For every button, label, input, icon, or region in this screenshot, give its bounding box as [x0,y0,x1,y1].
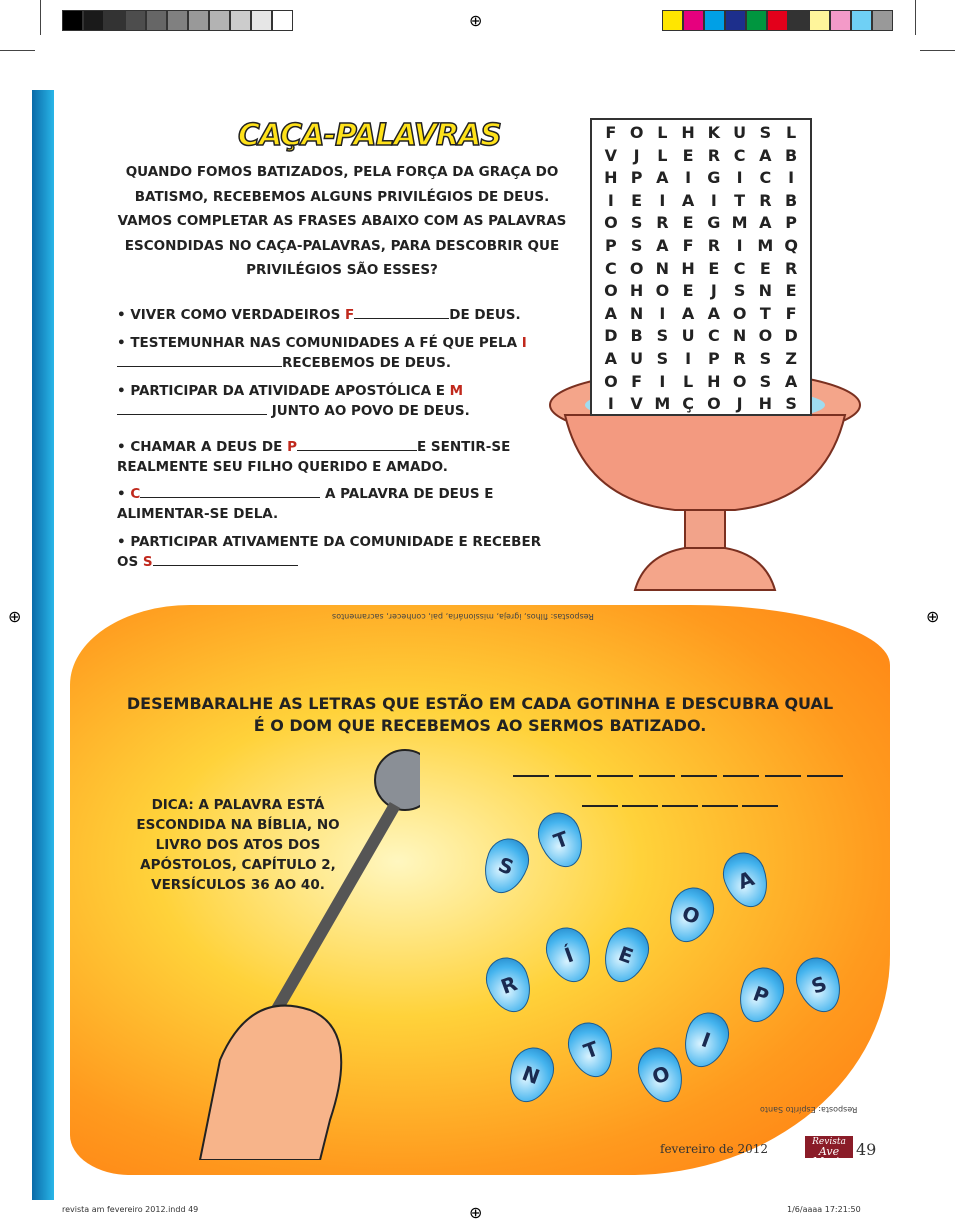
question-initial-letter: P [287,439,297,455]
aspergillum-hand-illustration [170,740,420,1160]
page-title: CAÇA-PALAVRAS [238,118,501,153]
drop-letter: P [749,981,772,1009]
color-swatch [188,10,209,31]
color-swatch [209,10,230,31]
grid-letter: M [731,213,748,233]
grid-letter: O [604,213,618,233]
grid-letter: H [758,394,773,414]
grid-letter: R [733,348,746,368]
grid-letter: F [605,123,617,142]
grid-letter: O [758,326,773,346]
letter-blank [807,775,843,777]
answer-blank [354,305,449,319]
logo-top: Revista [812,1137,846,1147]
crop-mark [0,50,35,51]
grid-letter: I [685,168,692,188]
drop-letter: R [497,971,521,999]
letter-blank [681,775,717,777]
question-text-end: RECEBEMOS DE DEUS. [282,355,451,371]
drop-letter: I [698,1027,714,1053]
registration-mark-icon: ⊕ [8,607,22,626]
grid-letter: A [681,303,695,323]
grid-letter: A [604,303,618,323]
magazine-logo [805,1136,853,1168]
question-text: • TESTEMUNHAR NAS COMUNIDADES A FÉ QUE PELA [117,335,522,351]
letter-blank [639,775,675,777]
grid-letter: D [784,326,798,346]
grid-letter: Q [784,235,798,255]
crop-mark [40,0,41,35]
grid-letter: O [629,258,644,278]
grid-letter: M [757,235,774,255]
drop-letter: T [580,1036,602,1064]
grid-letter: A [656,168,669,188]
grid-letter: A [656,235,669,255]
question-text: • VIVER COMO VERDADEIROS [117,307,346,323]
color-swatch [725,10,746,31]
grid-letter: A [681,190,695,210]
question-initial-letter: M [449,383,464,399]
grid-letter: S [630,235,643,255]
color-swatch [272,10,293,31]
grid-letter: E [682,281,694,301]
logo-text: Ave Maria [812,1145,846,1168]
grid-letter: J [736,394,743,414]
grid-letter: E [785,281,797,301]
tip-text: DICA: A PALAVRA ESTÁ ESCONDIDA NA BÍBLIA, NO LIVRO DOS ATOS DOS APÓSTOLOS, CAPÍTULO 2, VERSÍCULOS 36 AO 40. [136,797,340,893]
drop-letter: N [519,1060,543,1090]
grid-letter: T [734,190,746,210]
color-swatch [251,10,272,31]
grid-letter: S [759,371,772,391]
grid-letter: E [708,258,720,278]
grid-letter: O [629,123,644,142]
drop-letter: O [648,1060,674,1090]
slug-time: 1/6/aaaa 17:21:50 [787,1205,861,1214]
question-text: • [117,486,131,502]
grid-letter: C [733,145,746,165]
letter-blank [622,805,658,807]
grid-letter: P [630,168,643,188]
question-text-end: E SENTIR-SE REALMENTE SEU FILHO QUERIDO E AMADO. [117,439,511,475]
grid-letter: O [655,281,670,301]
grid-letter: O [732,371,747,391]
grid-letter: H [604,168,618,188]
question-initial-letter: I [521,335,527,351]
grid-letter: A [759,213,772,233]
grid-letter: N [655,258,670,278]
color-swatch [851,10,872,31]
grid-letter: B [785,190,798,210]
grid-letter: T [759,303,771,323]
question-initial-letter: S [142,554,153,570]
slug-file: revista am fevereiro 2012.indd 49 [62,1205,199,1214]
grid-letter: R [784,258,798,278]
grid-letter: I [659,371,666,391]
question-item [117,532,547,572]
color-swatch [767,10,788,31]
grid-letter: K [707,123,721,142]
left-decoration-strip [32,90,54,1200]
color-swatch [872,10,893,31]
grid-letter: U [630,348,644,368]
question-text: • PARTICIPAR DA ATIVIDADE APOSTÓLICA E [117,383,450,399]
grid-letter: I [659,190,666,210]
registration-mark-icon: ⊕ [469,11,483,30]
letter-blank [742,805,778,807]
grid-letter: M [654,394,671,414]
color-swatch [230,10,251,31]
letter-blank [765,775,801,777]
grid-letter: N [629,303,644,323]
grid-letter: G [707,213,721,233]
answers-upside-down: Respostas: filhos, igreja, missionária, pai, conhecer, sacramentos [332,612,594,621]
answer-blank [117,401,267,415]
page-number: 49 [856,1140,877,1159]
color-swatch [830,10,851,31]
grid-letter: E [682,213,694,233]
question-text-end: JUNTO AO POVO DE DEUS. [267,403,470,419]
letter-blank [597,775,633,777]
grid-letter: A [784,371,798,391]
footer-date: fevereiro de 2012 [660,1142,769,1156]
grid-letter: N [758,281,773,301]
grid-letter: J [710,281,717,301]
grid-letter: G [707,168,721,188]
activity-heading: DESEMBARALHE AS LETRAS QUE ESTÃO EM CADA GOTINHA E DESCUBRA QUAL É O DOM QUE RECEBEMOS AO SERMOS BATIZADO. [126,694,834,735]
grid-letter: I [736,168,743,188]
answer-blank [153,552,298,566]
question-item [117,437,547,477]
letter-blank [702,805,738,807]
grid-letter: P [605,235,617,255]
grid-letter: B [785,145,798,165]
grid-letter: P [785,213,797,233]
grid-letter: Z [785,348,797,368]
drop-letter: E [615,941,637,969]
grid-letter: H [707,371,721,391]
grid-letter: C [708,326,720,346]
question-item [117,484,547,524]
crop-mark [915,0,916,35]
grid-letter: O [604,371,618,391]
color-swatch [662,10,683,31]
drop-letter: S [495,852,517,880]
grid-letter: A [759,145,772,165]
color-swatch [83,10,104,31]
question-text-end: A PALAVRA DE DEUS E ALIMENTAR-SE DELA. [117,486,494,522]
grid-letter: C [605,258,617,278]
drop-letter: A [734,866,758,894]
word-search-grid [590,118,812,416]
grid-letter: C [759,168,772,188]
drop-letter: Í [561,942,577,968]
grid-letter: V [630,394,643,414]
grid-letter: S [630,213,643,233]
grid-letter: S [785,394,797,414]
answer-blank [297,437,417,451]
drop-letter: O [678,900,704,930]
grid-letter: E [631,190,643,210]
grid-letter: N [732,326,747,346]
grid-letter: H [681,123,695,142]
grid-letter: S [759,348,772,368]
grid-letter: B [630,326,643,346]
grid-letter: R [707,145,721,165]
grid-letter: U [681,326,695,346]
grid-letter: I [607,394,614,414]
grid-letter: I [788,168,795,188]
letter-blank [555,775,591,777]
letter-blank [582,805,618,807]
grid-letter: I [659,303,666,323]
grid-letter: L [683,371,694,391]
color-swatch [683,10,704,31]
grid-letter: D [604,326,618,346]
grid-letter: E [682,145,694,165]
grid-letter: J [633,145,640,165]
grid-letter: I [736,235,743,255]
grid-letter: A [707,303,721,323]
question-text-end: DE DEUS. [449,307,521,323]
grid-letter: O [707,394,721,414]
grid-letter: S [759,123,772,142]
grid-letter: I [710,190,717,210]
crop-mark [920,50,955,51]
grid-letter: R [707,235,721,255]
grid-letter: O [732,303,747,323]
grid-letter: U [733,123,747,142]
grid-letter: V [604,145,618,165]
grid-letter: L [786,123,797,142]
grid-letter: Ç [682,394,694,414]
question-item [117,381,547,421]
answer-upside-down: Resposta: Espírito Santo [760,1105,858,1114]
grid-letter: I [607,190,614,210]
grid-letter: L [657,145,668,165]
color-swatch [746,10,767,31]
grid-letter: I [685,348,692,368]
drop-letter: T [550,826,572,854]
grid-letter: O [604,281,618,301]
grid-letter: A [604,348,618,368]
color-swatch [62,10,83,31]
color-swatch [125,10,146,31]
color-swatch [788,10,809,31]
grid-letter: H [629,281,644,301]
grid-letter: H [681,258,695,278]
answer-blank [140,484,320,498]
color-swatch [704,10,725,31]
grid-letter: R [759,190,772,210]
question-initial-letter: F [345,307,355,323]
question-text: • CHAMAR A DEUS DE [117,439,288,455]
question-text: • PARTICIPAR ATIVAMENTE DA COMUNIDADE E RECEBER OS [117,534,542,570]
color-swatch [167,10,188,31]
answer-blank [117,353,282,367]
color-swatch [104,10,125,31]
color-swatch [146,10,167,31]
question-item [117,333,547,373]
question-initial-letter: C [130,486,141,502]
question-item [117,305,547,325]
letter-blank [513,775,549,777]
grid-letter: C [733,258,746,278]
registration-mark-icon: ⊕ [469,1203,483,1222]
letter-blank [723,775,759,777]
grid-letter: P [708,348,720,368]
grid-letter: R [656,213,669,233]
grid-letter: F [682,235,694,255]
color-swatch [809,10,830,31]
grid-letter: F [785,303,797,323]
registration-mark-icon: ⊕ [926,607,940,626]
grid-letter: F [631,371,643,391]
grid-letter: S [656,326,669,346]
grid-letter: E [759,258,771,278]
grid-letter: L [657,123,668,142]
grid-letter: S [733,281,746,301]
grid-letter: S [656,348,669,368]
intro-text: QUANDO FOMOS BATIZADOS, PELA FORÇA DA GRAÇA DO BATISMO, RECEBEMOS ALGUNS PRIVILÉGIOS DE DEUS. VAMOS COMPLETAR AS FRASES ABAIXO COM AS PALAVRAS ESCONDIDAS NO CAÇA-PALAVRAS, PARA DESCOBRIR QUE PRIVILÉGIOS SÃO ESSES? [117,164,567,278]
letter-blank [662,805,698,807]
drop-letter: S [808,971,830,999]
